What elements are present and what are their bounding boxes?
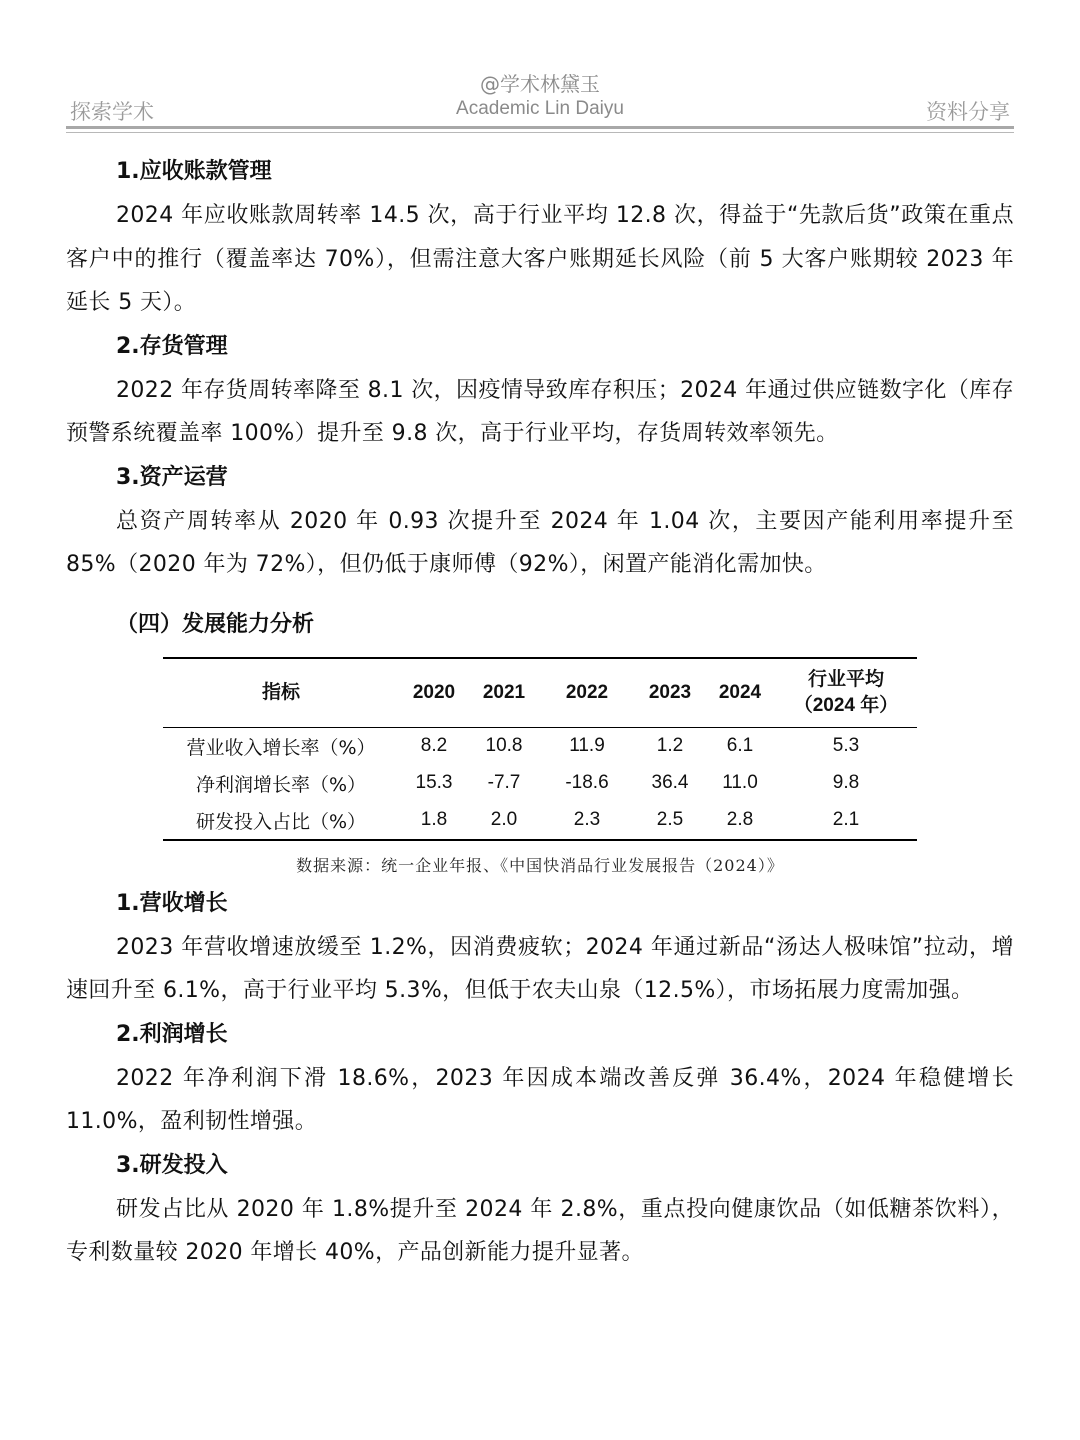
paragraph-revenue-growth: 2023 年营收增速放缓至 1.2%，因消费疲软；2024 年通过新品“汤达人极味馆”拉动，增速回升至 6.1%，高于行业平均 5.3%，但低于农夫山泉（12.5%），市场拓展力度需加强。 (66, 934, 1014, 1003)
heading-asset-operation: 3.资产运营 (116, 464, 228, 490)
table-cell: 1.2 (656, 735, 684, 756)
table-cell: 9.8 (832, 772, 860, 793)
table-cell: -7.7 (487, 772, 521, 793)
header-rule-thin (66, 132, 1014, 133)
table-cell: 2.5 (656, 809, 684, 830)
header-rule (66, 126, 1014, 129)
table-source-note: 数据来源：统一企业年报、《中国快消品行业发展报告（2024）》 (296, 855, 784, 875)
row-label: 营业收入增长率（%） (186, 736, 376, 759)
table-cell: 11.0 (722, 772, 758, 793)
table-cell: 15.3 (415, 772, 453, 793)
header-2022: 2022 (565, 681, 609, 703)
header-left-text: 探索学术 (70, 100, 154, 124)
header-subtitle: Academic Lin Daiyu (456, 98, 624, 119)
paragraph-asset-operation: 总资产周转率从 2020 年 0.93 次提升至 2024 年 1.04 次，主要因产能利用率提升至 85%（2020 年为 72%），但仍低于康师傅（92%），闲置产能消化需加快。 (66, 508, 1014, 577)
table-cell: 6.1 (726, 735, 754, 756)
table-cell: 2.8 (726, 809, 754, 830)
table-row (163, 727, 917, 765)
table-cell: 10.8 (485, 735, 523, 756)
header-2023: 2023 (648, 681, 692, 703)
header-industry-average (775, 658, 917, 728)
table-row (163, 802, 917, 840)
table-cell: 2.0 (490, 809, 518, 830)
header-industry-average-line1: 行业平均 (807, 668, 884, 690)
table-cell: -18.6 (565, 772, 609, 793)
table-row (163, 765, 917, 802)
heading-revenue-growth: 1.营收增长 (116, 890, 228, 916)
paragraph-rd-investment: 研发占比从 2020 年 1.8%提升至 2024 年 2.8%，重点投向健康饮品（如低糖茶饮料），专利数量较 2020 年增长 40%，产品创新能力提升显著。 (66, 1196, 1014, 1265)
development-table (163, 657, 917, 841)
row-label: 净利润增长率（%） (195, 773, 367, 796)
heading-receivables: 1.应收账款管理 (116, 159, 272, 184)
table-cell: 11.9 (569, 735, 605, 756)
paragraph-receivables: 2024 年应收账款周转率 14.5 次，高于行业平均 12.8 次，得益于“先款后货”政策在重点客户中的推行（覆盖率达 70%），但需注意大客户账期延长风险（前 5 大客户账期较 2023 年延长 5 天）。 (66, 203, 1014, 315)
table-header-row (163, 658, 917, 728)
table-cell: 8.2 (420, 735, 448, 756)
heading-inventory: 2.存货管理 (116, 333, 228, 359)
heading-rd-investment: 3.研发投入 (116, 1152, 228, 1178)
table-cell: 2.3 (573, 809, 601, 830)
row-label: 研发投入占比（%） (195, 810, 367, 833)
document-body (66, 150, 1014, 1275)
paragraph-inventory: 2022 年存货周转率降至 8.1 次，因疫情导致库存积压；2024 年通过供应链数字化（库存预警系统覆盖率 100%）提升至 9.8 次，高于行业平均，存货周转效率领先。 (66, 377, 1014, 446)
header-2024: 2024 (718, 681, 762, 703)
header-industry-average-line2: （2024 年） (793, 694, 899, 716)
heading-profit-growth: 2.利润增长 (116, 1021, 228, 1047)
table-cell: 2.1 (832, 809, 860, 830)
development-table-wrapper (163, 657, 917, 841)
table-cell: 5.3 (832, 735, 860, 756)
section-title-development: （四）发展能力分析 (116, 611, 315, 637)
table-cell: 36.4 (651, 772, 689, 793)
header-2021: 2021 (482, 681, 526, 703)
header-2020: 2020 (412, 681, 456, 703)
table-cell: 1.8 (420, 809, 448, 830)
header-right-text: 资料分享 (926, 100, 1010, 124)
header-watermark: @学术林黛玉 (480, 72, 600, 96)
paragraph-profit-growth: 2022 年净利润下滑 18.6%，2023 年因成本端改善反弹 36.4%，2024 年稳健增长 11.0%，盈利韧性增强。 (66, 1065, 1014, 1134)
header-indicator: 指标 (261, 681, 300, 703)
page-header (66, 60, 1014, 136)
